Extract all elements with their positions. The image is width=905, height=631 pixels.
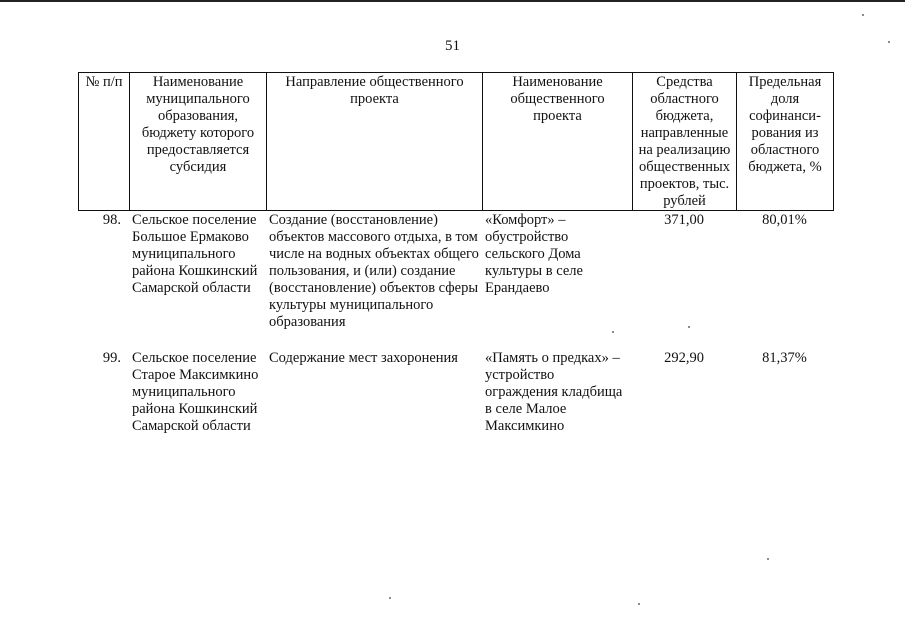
row-number: 99. xyxy=(102,350,121,366)
page-number: 51 xyxy=(445,38,460,54)
municipality-cell: Сельское поселение Старое Максимкино муниципального района Кошкинский Самарской области xyxy=(132,350,259,434)
funds-cell: 292,90 xyxy=(664,350,704,366)
table-header xyxy=(78,72,834,211)
row-number: 98. xyxy=(102,212,121,228)
header-number: № п/п xyxy=(79,73,130,211)
project-cell: «Комфорт» – обустройство сельского Дома культуры в селе Ерандаево xyxy=(485,212,583,296)
project-cell: «Память о предках» – устройство ограждения кладбища в селе Малое Максимкино xyxy=(485,350,623,434)
scan-speck xyxy=(888,41,890,43)
scan-speck xyxy=(688,326,690,328)
header-project-name: Наименование общественного проекта xyxy=(483,73,633,211)
header-direction: Направление общественного проекта xyxy=(267,73,483,211)
table-row xyxy=(78,350,833,480)
scan-speck xyxy=(389,597,391,599)
header-funds: Средства областного бюджета, направленные на реализацию общественных проектов, тыс. рублей xyxy=(633,73,737,211)
municipality-cell: Сельское поселение Большое Ермаково муниципального района Кошкинский Самарской области xyxy=(132,212,258,296)
scan-speck xyxy=(767,558,769,560)
header-share: Предельная доля софинанси-рования из областного бюджета, % xyxy=(737,73,834,211)
header-municipality: Наименование муниципального образования, бюджету которого предоставляется субсидия xyxy=(130,73,267,211)
scan-speck xyxy=(638,603,640,605)
direction-cell: Содержание мест захоронения xyxy=(269,350,458,366)
direction-cell: Создание (восстановление) объектов массового отдыха, в том числе на водных объектах общего пользования, и (или) создание (восстановление) объектов сферы культуры муниципального образования xyxy=(269,212,479,330)
funds-cell: 371,00 xyxy=(664,212,704,228)
header-row xyxy=(79,73,834,211)
share-cell: 81,37% xyxy=(762,350,807,366)
top-border-line xyxy=(0,0,905,2)
scan-speck xyxy=(862,14,864,16)
scan-speck xyxy=(612,331,614,333)
share-cell: 80,01% xyxy=(762,212,807,228)
table-row xyxy=(78,212,833,342)
